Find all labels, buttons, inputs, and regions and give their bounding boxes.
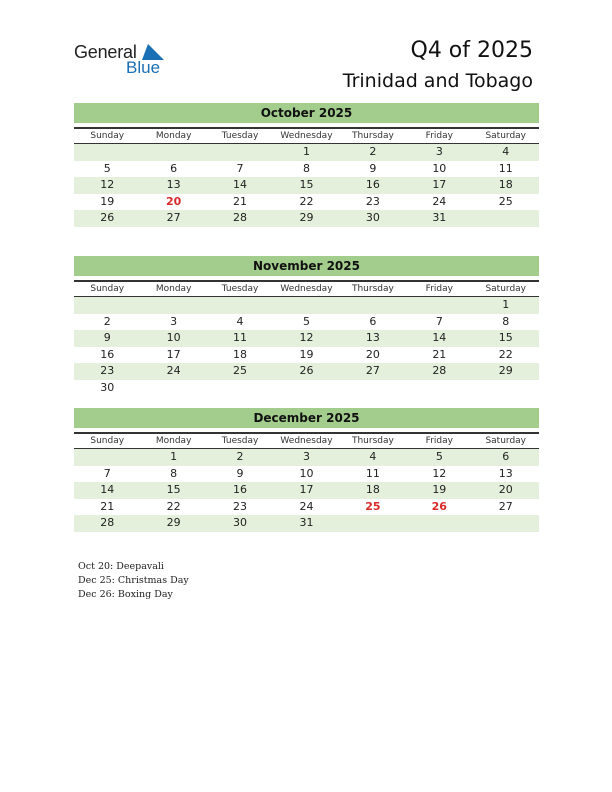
day-cell: 17 [432,178,447,191]
day-cell: 18 [365,483,380,496]
day-cell: 11 [233,331,248,344]
day-cell: 26 [100,211,115,224]
day-cell: 8 [170,466,178,480]
day-cell: 30 [233,516,248,529]
month-title: November 2025 [74,256,539,276]
weekday-label: Thursday [351,131,394,141]
week-row [74,449,539,466]
day-cell: 29 [498,364,513,377]
weekday-label: Tuesday [221,131,259,141]
week-row [74,380,539,397]
day-cell: 21 [432,347,447,361]
day-cell: 18 [233,347,248,361]
day-cell: 1 [302,145,310,158]
holiday-note: Dec 25: Christmas Day [78,575,189,586]
day-cell: 25 [498,194,513,208]
day-cell: 13 [166,178,181,191]
day-cell: 6 [502,450,510,463]
day-cell: 20 [498,483,513,496]
holiday-day-cell: 25 [365,499,381,513]
weekday-label: Wednesday [280,436,333,446]
day-cell: 13 [498,466,513,480]
day-cell [74,297,140,314]
day-cell: 20 [365,347,380,361]
day-cell: 5 [103,161,111,175]
day-cell: 19 [100,194,115,208]
day-cell: 12 [432,466,447,480]
day-cell: 14 [233,178,248,191]
day-cell: 10 [166,331,181,344]
day-cell [273,297,339,314]
week-row [74,363,539,380]
day-cell: 15 [166,483,181,496]
day-cell: 5 [302,314,310,328]
week-row [74,144,539,161]
week-row [74,297,539,314]
page-subtitle: Trinidad and Tobago [342,70,533,92]
day-cell: 16 [100,347,115,361]
day-cell: 3 [170,314,178,328]
day-cell: 11 [365,466,380,480]
day-cell: 3 [435,145,443,158]
day-cell: 25 [233,364,248,377]
day-cell: 15 [498,331,513,344]
holiday-day-cell: 20 [165,194,182,208]
day-cell: 4 [236,314,244,328]
week-row [74,515,539,532]
day-cell: 24 [299,499,314,513]
weekday-label: Wednesday [280,131,333,141]
day-cell: 4 [369,450,377,463]
day-cell: 27 [365,364,380,377]
day-cell: 2 [369,145,377,158]
weekday-header-row [74,280,539,297]
day-cell: 28 [432,364,447,377]
day-cell: 7 [103,466,111,480]
month-title: December 2025 [74,408,539,428]
day-cell: 7 [236,161,244,175]
weekday-label: Saturday [485,436,527,446]
weekday-label: Sunday [90,131,125,141]
week-row [74,482,539,499]
day-cell: 4 [502,145,510,158]
day-cell: 30 [365,211,380,224]
day-cell [207,144,273,161]
day-cell: 8 [502,314,510,328]
day-cell: 17 [166,347,181,361]
logo-general-text: General [74,42,137,62]
day-cell [273,380,339,397]
day-cell: 27 [166,211,181,224]
weekday-label: Tuesday [221,284,259,294]
weekday-label: Monday [155,436,192,446]
day-cell: 2 [103,314,111,328]
day-cell: 11 [498,161,513,175]
day-cell: 6 [369,314,377,328]
day-cell: 22 [299,194,314,208]
weekday-label: Thursday [351,284,394,294]
weekday-label: Monday [155,131,192,141]
week-row [74,194,539,211]
month-title: October 2025 [74,103,539,123]
day-cell: 23 [365,194,380,208]
day-cell: 23 [233,499,248,513]
day-cell: 19 [432,483,447,496]
day-cell: 10 [432,161,447,175]
day-cell: 10 [299,466,314,480]
week-row [74,466,539,483]
day-cell: 21 [100,499,115,513]
day-cell: 12 [299,331,314,344]
day-cell [406,380,472,397]
weekday-label: Thursday [351,436,394,446]
day-cell: 27 [498,499,513,513]
week-row [74,161,539,178]
day-cell [340,297,406,314]
holiday-day-cell: 26 [431,499,447,513]
day-cell: 14 [432,331,447,344]
day-cell: 22 [166,499,181,513]
day-cell: 9 [369,161,377,175]
weekday-label: Monday [155,284,192,294]
day-cell: 12 [100,178,115,191]
weekday-label: Wednesday [280,284,333,294]
day-cell: 2 [236,450,244,463]
day-cell: 19 [299,347,314,361]
weekday-header-row [74,127,539,144]
day-cell: 29 [166,516,181,529]
day-cell: 5 [435,450,443,463]
day-cell [473,380,539,397]
week-row [74,314,539,331]
weekday-label: Saturday [485,131,527,141]
weekday-label: Tuesday [221,436,259,446]
day-cell: 16 [233,483,248,496]
day-cell: 9 [103,331,111,344]
day-cell [340,380,406,397]
day-cell [74,449,140,466]
month-november [74,256,539,396]
week-row [74,177,539,194]
day-cell [140,380,206,397]
holiday-notes [78,560,189,602]
week-row [74,210,539,227]
day-cell: 1 [502,298,510,311]
day-cell: 16 [365,178,380,191]
day-cell [473,515,539,532]
day-cell [74,144,140,161]
day-cell: 14 [100,483,115,496]
month-october [74,103,539,227]
day-cell [207,380,273,397]
holiday-note: Oct 20: Deepavali [78,561,164,572]
day-cell: 31 [299,516,314,529]
day-cell: 30 [100,380,115,394]
weekday-label: Friday [425,131,453,141]
day-cell: 31 [432,211,447,224]
day-cell: 26 [299,364,314,377]
day-cell: 17 [299,483,314,496]
day-cell: 21 [233,194,248,208]
day-cell: 9 [236,466,244,480]
week-row [74,499,539,516]
page-title: Q4 of 2025 [410,38,533,63]
day-cell: 23 [100,364,115,377]
day-cell [207,297,273,314]
month-december [74,408,539,532]
day-cell: 24 [166,364,181,377]
day-cell: 13 [365,331,380,344]
weekday-label: Friday [425,436,453,446]
day-cell [140,144,206,161]
day-cell [473,210,539,227]
week-row [74,347,539,364]
day-cell: 28 [100,516,115,529]
day-cell: 8 [302,161,310,175]
day-cell: 6 [170,161,178,175]
day-cell: 1 [170,450,178,463]
day-cell: 28 [233,211,248,224]
logo [74,42,174,78]
logo-blue-text: Blue [126,58,161,77]
weekday-header-row [74,432,539,449]
day-cell: 15 [299,178,314,191]
holiday-note: Dec 26: Boxing Day [78,589,173,600]
day-cell [340,515,406,532]
day-cell: 18 [498,178,513,191]
day-cell: 22 [498,347,513,361]
weekday-label: Sunday [90,436,125,446]
day-cell: 7 [435,314,443,328]
day-cell [140,297,206,314]
week-row [74,330,539,347]
day-cell: 3 [302,450,310,463]
day-cell: 29 [299,211,314,224]
day-cell: 24 [432,194,447,208]
day-cell [406,515,472,532]
weekday-label: Friday [425,284,453,294]
weekday-label: Sunday [90,284,125,294]
day-cell [406,297,472,314]
weekday-label: Saturday [485,284,527,294]
